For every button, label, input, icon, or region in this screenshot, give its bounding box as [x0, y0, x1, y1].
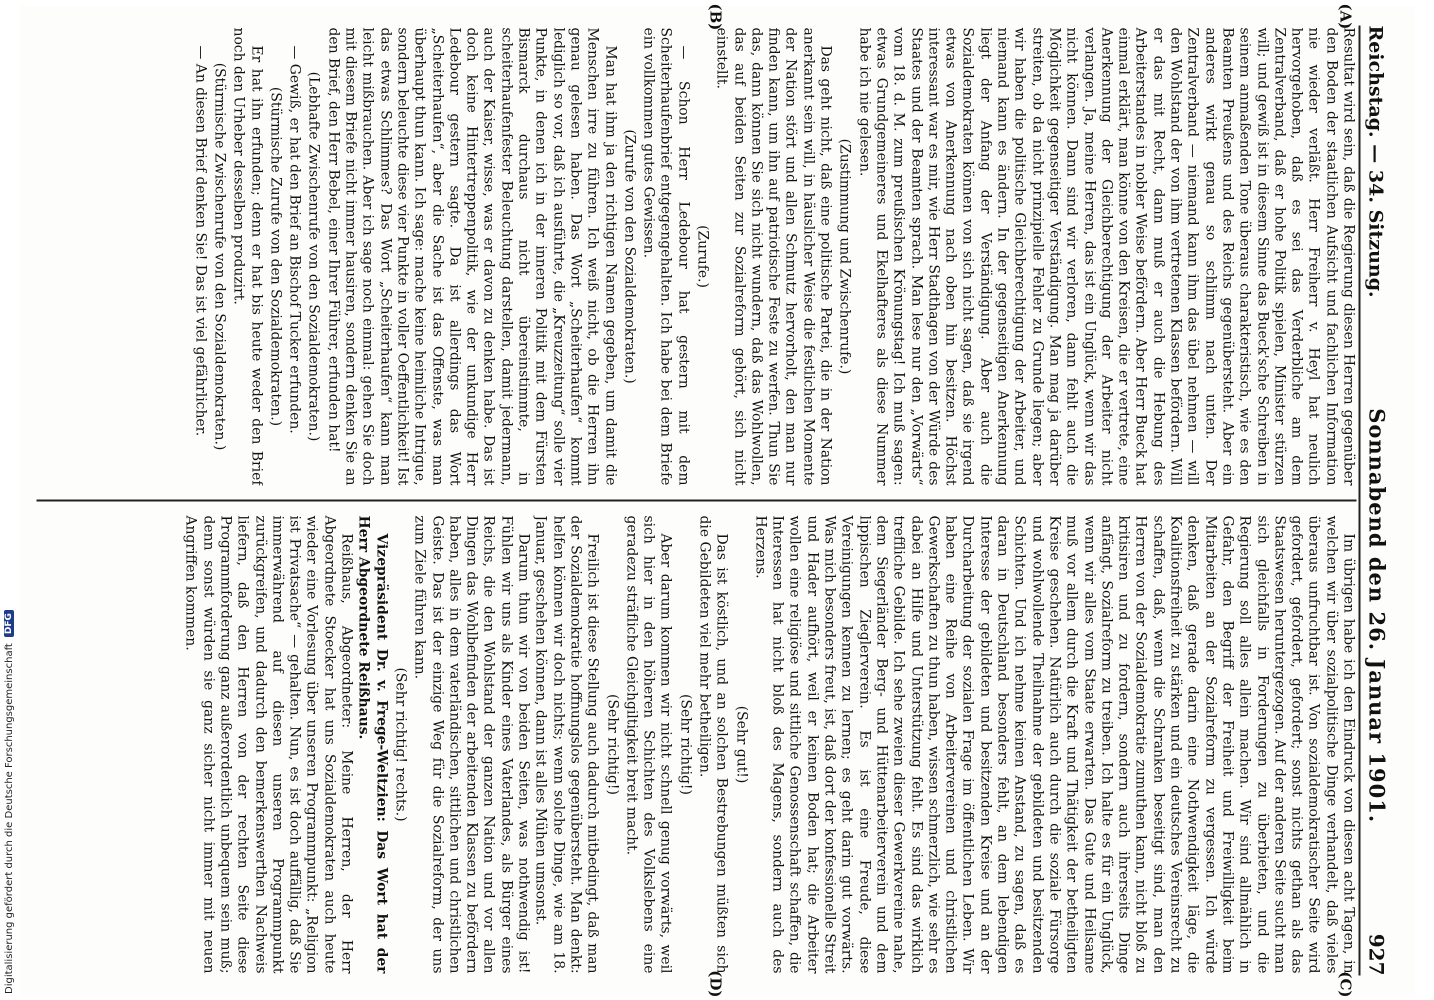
margin-marker-d: (D) [706, 970, 725, 998]
paragraph: — An diesen Brief denken Sie! Das ist viel gefährlicher. [192, 45, 209, 437]
paragraph: Das geht nicht, daß eine politische Partei, die in der Nation anerkannt sein will, in häuslicher Weise die festlichen Momente der Nation stört und allen Schmutz hervorholt, den man nur finden kann, um ihn auf patriotische Feste zu werfen. Thun Sie das, dann können Sie sich nicht wundern, daß das Wohlwollen, das auf beiden Seiten zur Sozialreform gehört, sich nicht einstellt. [713, 27, 834, 486]
header-title: Reichstag. — 34. Sitzung. [1364, 25, 1387, 298]
paragraph: Das ist köstlich, und an solchen Bestrebungen müßten sich die Gebildeten viel mehr betheiligen. [696, 515, 730, 974]
digitization-credit [1, 0, 17, 1000]
paragraph: Man hat ihm ja den richtigen Namen gegeben, um damit die Menschen irre zu führen. Ich weiß nicht, ob die Herren ihn genau gelesen haben. Das Wort „Scheiterhaufen“ kommt lediglich so vor, daß ich ausführte, die „Kreuzzeitung“ solle vier Punkte, in denen ich in der inneren Politik mit dem Fürsten Bismarck durchaus nicht übereinstimmte, in scheiterhaufenfester Beleuchtung darstellen, damit jedermann, auch der Kaiser, wisse, was er davon zu denken habe. Das ist doch keine Hintertreppenpolitik, wie der unkundige Herr Ledebour gestern sagte. Da ist allerdings das Wort „Scheiterhaufen“, aber die Sache ist das Offenste, was man überhaupt thun kann. Ich sage: mache keine heimliche Intrigue, sondern beleuchte diese vier Punkte in voller Oeffentlichkeit! Ist das etwas Schlimmes? Das Wort „Scheiterhaufen“ kann man leicht mißbrauchen. Aber ich sage noch einmal: gehen Sie doch mit diesem Briefe nicht immer hausiren, sondern denken Sie an den Brief, den Herr Bebel, einer Ihrer Führer, erfunden hat! [325, 27, 619, 486]
dfg-logo: DFG [4, 610, 14, 637]
interjection: (Zurufe von den Sozialdemokraten.) [621, 129, 638, 384]
interjection: (Sehr richtig!) [604, 694, 621, 795]
credit-text: Digitalisierung gefördert durch die Deutsche Forschungsgemeinschaft [3, 643, 15, 994]
paragraph: — Schon Herr Ledebour hat gestern mit dem Scheiterhaufenbrief entgegengehalten. Ich habe bei dem Briefe ein vollkommen gutes Gewissen. [640, 27, 692, 486]
interjection: (Sehr gut!) [733, 705, 750, 784]
paragraph: Freilich ist diese Stellung auch dadurch mitbedingt, daß man der Sozialdemokratie hoffnungslos gegenübersteht. Man denkt: helfen können wir doch nichts; wenn solche Dinge, wie am 18. Januar, geschehen können, dann ist alles Mühen umsonst. [532, 515, 601, 974]
rotated-document-page [20, 3, 1415, 998]
interjection: (Sehr richtig! rechts.) [392, 667, 409, 822]
speaker-line: Vizepräsident Dr. v. Frege-Weltzien: Das Wort hat der Herr Abgeordnete Reißhaus. [355, 515, 390, 974]
interjection: (Zurufe.) [694, 225, 711, 288]
paragraph: Resultat wird sein, daß die Regierung diesen Herren gegenüber den Boden der staatlichen Aufsicht und fachlichen Information nie wieder verläßt. Herr Freiherr v. Heyl hat neulich hervorgehoben, daß es sei das Verderbliche am dem Zentralverband, daß er hohe Politik spielen, Minister stürzen will; und gewiß ist in diesem Sinne das Bueck'sche Schreiben in seinem anmaßenden Tone überaus charakteristisch, wie es den Beamten Preußens und des Reichs gegenübersteht. Aber ein anderes wirkt genau so schlimm nach unten. Der Zentralverband — niemand kann ihm das übel nehmen — will den Wohlstand der von ihm vertretenen Klassen befördern. Will er das mit Recht, dann muß er auch die Hebung des Arbeiterstandes in nobler Weise befördern. Aber Herr Bueck hat einmal erklärt, man könne von den Kreisen, die er vertrete, eine Anerkennung der Gleichberechtigung der Arbeiter nicht verlangen. Ja, meine Herren, das ist ein Unglück, wenn wir das nicht können. Dann sind wir verloren, dann fehlt auch die Möglichkeit gegenseitiger Verständigung. Man mag ja darüber streiten, ob da nicht prinzipielle Fehler zu Grunde liegen; aber wir haben die politische Gleichberechtigung der Arbeiter, und niemand kann es ändern. In der gegenseitigen Anerkennung liegt der Anfang der Verständigung. Aber auch die Sozialdemokraten können von sich nicht sagen, daß sie irgend etwas von Anerkennung nach oben hin besitzen. Höchst interessant war es mir, wie Herr Stadthagen von der Würde des Staates und der Beamten sprach. Man lese nur den „Vorwärts“ vom 18. d. M. zum preußischen Krönungstag! Ich muß sagen: etwas Grundgemeineres und Ekelhafteres als diese Nummer habe ich nie gelesen. [856, 27, 1357, 486]
paragraph: Darum thun wir von beiden Seiten, was nothwendig ist! Fühlen wir uns als Kinder eines Vaterlandes, als Bürger eines Reichs, die den Wohlstand der ganzen Nation und vor allen Dingen das Wohlbefinden der arbeitenden Klassen zu befördern haben, alles in dem vaterländischen, sittlichen und christlichen Geiste. Das ist der einzige Weg für die Sozialreform, der uns zum Ziele führen kann. [411, 515, 532, 974]
paragraph: Im übrigen habe ich den Eindruck von diesen acht Tagen, in welchen wir über sozialpolitische Dinge verhandelt, daß vieles überaus unfruchtbar ist. Von sozialdemokratischer Seite wird gefordert, gefordert, gefordert; sonst nichts gethan als das Staatswesen heruntergezogen. Auf der anderen Seite sucht man sich gleichfalls in Forderungen zu überbieten, und die Regierung soll alles allein machen. Wir sind allmählich in Gefahr, den Begriff der Freiheit und Freiwilligkeit beim Mitarbeiten an der Sozialreform zu vergessen. Ich würde denken, daß gerade darin eine Nothwendigkeit läge, die Koalitionsfreiheit zu stärken und ein deutsches Vereinsrecht zu schaffen, daß, wenn die Schranken beseitigt sind, man den Herren von der Sozialdemokratie zumuthen kann, nicht bloß zu kritisiren und zu fordern, sondern auch ihrerseits Dinge anfängt, Sozialreform zu treiben. Ich halte es für ein Unglück, wenn wir alles vom Staate erwarten. Das Gute und Heilsame muß vor allem durch die Kraft und Thätigkeit der betheiligten Kreise geschehen. Natürlich auch durch die soziale Fürsorge und wohlwollende Theilnahme der gebildeten und besitzenden Schichten. Und ich nehme keinen Anstand, zu sagen, daß es daran in Deutschland besonders fehlt, an dem lebendigen Interesse der gebildeten und besitzenden Kreise und an der Durcharbeitung der sozialen Frage im öffentlichen Leben. Wir haben eine Reihe von Arbeitervereinen und christlichen Gewerkschaften zu thun haben, wissen schmerzlich, wie sehr es dabei an Hilfe und Unterstützung fehlt. Es sind das wirklich treffliche Gebilde. Ich sehe zweien dieser Gewerkvereine nahe, dem Siegerländer Berg- und Hüttenarbeiterverein und dem lippischen Zieglerverein. Es ist eine Freude, diese Vereinigungen kennen zu lernen; es geht darin gut vorwärts. Was mich besonders freut, ist, daß dort der konfessionelle Streit und Hader aufhört, weil er keinen Boden hat; die Arbeiter wollen eine religiöse und sittliche Genossenschaft schaffen, die Interessen hat nicht bloß des Magens, sondern auch des Herzens. [752, 515, 1357, 974]
interjection: (Stürmische Zurufe von den Sozialdemokraten.) [267, 86, 284, 427]
page-header [1359, 26, 1405, 976]
column-divider [37, 500, 1357, 502]
margin-marker-a: (A) [1336, 3, 1355, 30]
margin-marker-c: (C) [1336, 971, 1355, 998]
right-text-column [37, 516, 1357, 974]
left-text-column [37, 28, 1357, 486]
interjection: (Lebhafte Zwischenrufe von den Sozialdemokraten.) [305, 71, 322, 442]
paragraph: Er hat ihn erfunden; denn er hat bis heute weder den Brief noch den Urheber desselben produzirt. [230, 27, 265, 486]
page-number: 927 [1364, 933, 1389, 976]
interjection: (Sehr richtig!) [677, 694, 694, 795]
paragraph: — Gewiß, er hat den Brief an Bischof Tucker erfunden. [286, 45, 303, 434]
interjection: (Zustimmung und Zwischenrufe.) [836, 138, 853, 375]
paragraph: Reißhaus, Abgeordneter: Meine Herren, der Herr Abgeordnete Stoecker hat uns Sozialdemokraten auch heute wieder eine Vorlesung über unseren Programmpunkt: „Religion ist Privatsache“ — gehalten. Nun, es ist doch auffällig, daß Sie immerwährend auf diesen unseren Programmpunkt zurückgreifen, und dadurch den bemerkenswerthen Nachweis liefern, daß den Herren von der rechten Seite diese Programmforderung ganz außerordentlich unbequem sein muß; denn sonst würden sie ganz sicher nicht immer mit neuen Angriffen kommen. [182, 515, 355, 974]
margin-marker-b: (B) [706, 3, 725, 31]
header-date: Sonnabend den 26. Januar 1901. [1364, 408, 1390, 824]
paragraph: Aber darum kommen wir nicht schnell genug vorwärts, weil sich hier in den höheren Schichten des Volkslebens eine geradezu sträfliche Gleichgiltigkeit breit macht. [623, 515, 674, 974]
interjection: (Stürmische Zwischenrufe von den Sozialdemokraten.) [211, 62, 228, 451]
